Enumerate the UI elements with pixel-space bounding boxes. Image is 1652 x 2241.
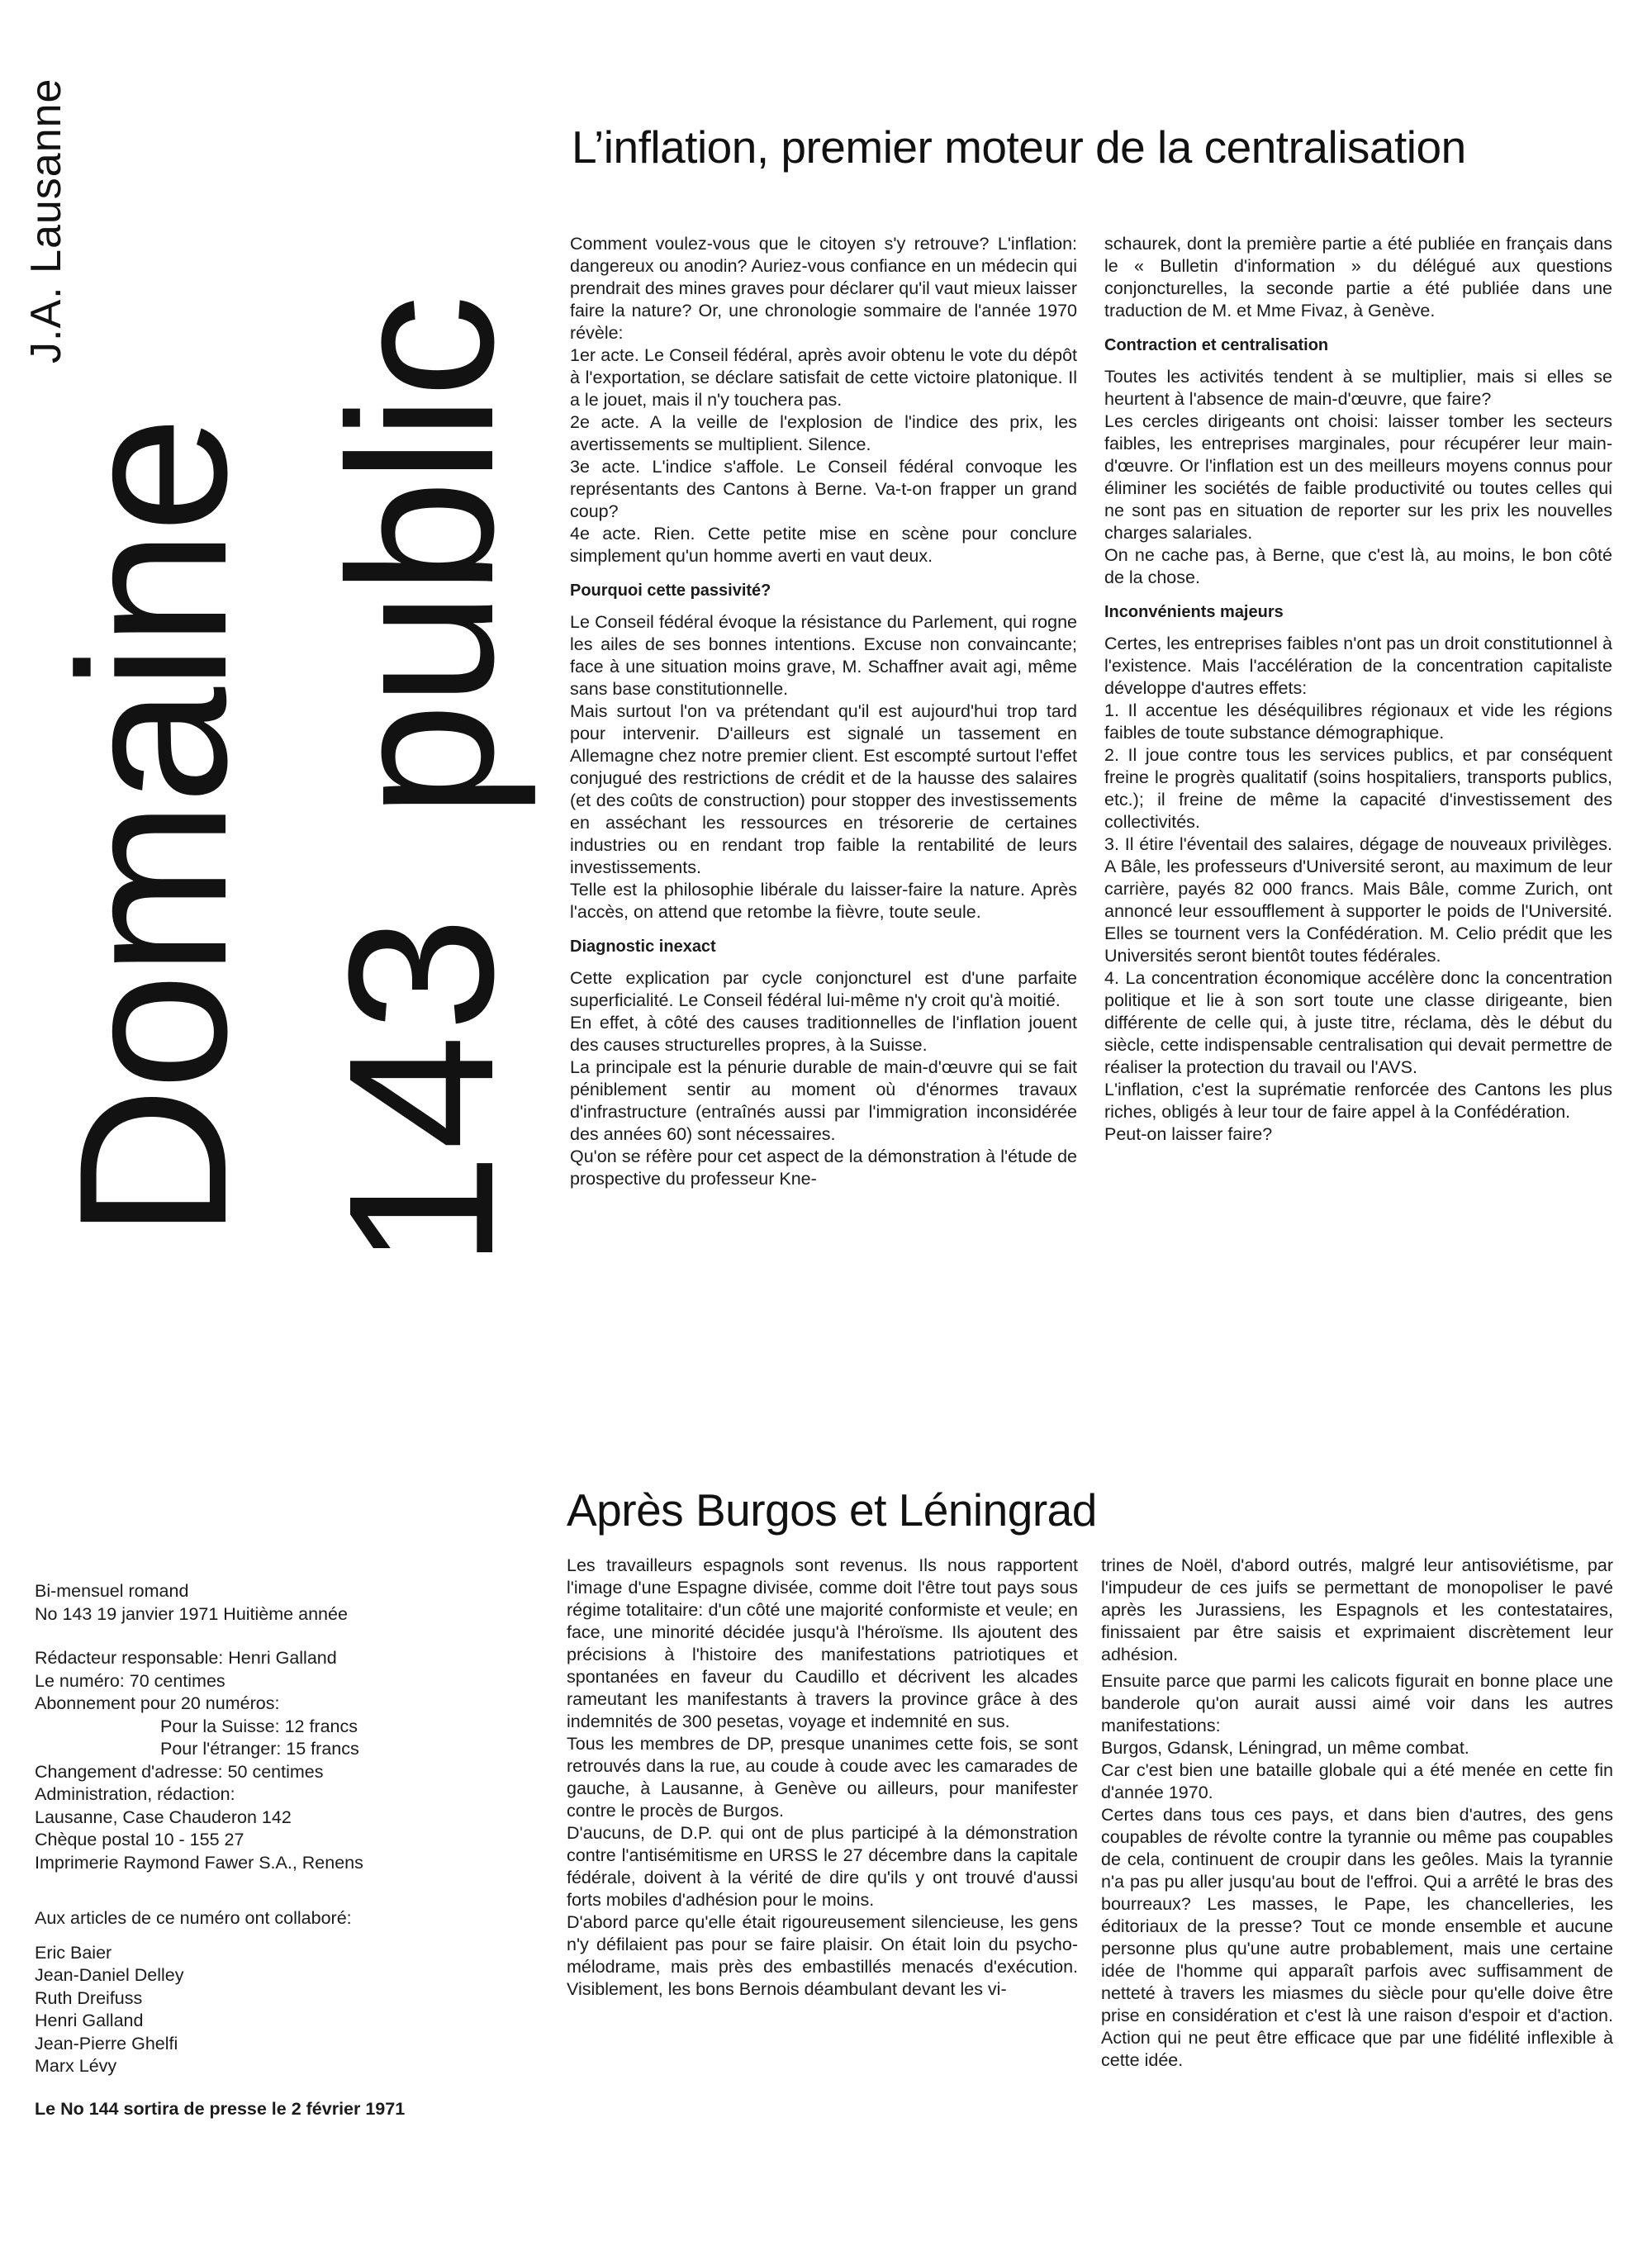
contributor-name: Eric Baier (35, 1942, 112, 1963)
article1-headline: L’inflation, premier moteur de la centralisation (572, 121, 1466, 173)
contributors-list (35, 1942, 497, 2078)
paragraph: Les travailleurs espagnols sont revenus. Ils nous rapportent l'image d'une Espagne divisée, comme doit l'être tout pays sous régime totalitaire: d'un côté une majorité conformiste et veule; en face, une minorité décidée jusqu'à l'héroïsme. Ils ajoutent des précisions à l'histoire des manifestations patriotiques et spontanées en faveur du Caudillo et décrivent les alcades rameutant les manifestants à travers la province grâce à des indemnités de 300 pesetas, voyage et indemnité en sus. (567, 1555, 1078, 1731)
article2-column-right (1101, 1555, 1613, 2072)
paragraph: Peut-on laisser faire? (1104, 1124, 1273, 1144)
colophon-line: Pour l'étranger: 15 francs (160, 1739, 359, 1759)
contributors-heading: Aux articles de ce numéro ont collaboré: (35, 1908, 352, 1928)
colophon-line: Bi-mensuel romand (35, 1581, 189, 1601)
article1-column-right (1104, 233, 1612, 1146)
paragraph: Comment voulez-vous que le citoyen s'y retrouve? L'inflation: dangereux ou anodin? Auriez-vous confiance en un médecin qui prendrait des mines graves pour déclarer qu'il vaut mieux laisser faire la nature? Or, une chronologie sommaire de l'année 1970 révèle: (570, 234, 1077, 343)
colophon-line: Le numéro: 70 centimes (35, 1670, 225, 1691)
masthead-title-public: public (306, 297, 536, 818)
paragraph: L'inflation, c'est la suprématie renforcée des Cantons les plus riches, obligés à leur tour de faire appel à la Confédération. (1104, 1080, 1612, 1122)
paragraph: Mais surtout l'on va prétendant qu'il est aujourd'hui trop tard pour intervenir. D'ailleurs est signalé un tassement en Allemagne chez notre premier client. Est escompté surtout l'effet conjugué des restrictions de crédit et de la hausse des salaires (et des coûts de construction) pour stopper des investissements en asséchant les ressources en trésorerie de certaines industries ou en rendant trop faible la rentabilité de leurs investissements. (570, 701, 1077, 877)
colophon-line: Changement d'adresse: 50 centimes (35, 1761, 324, 1782)
contributor-name: Jean-Daniel Delley (35, 1965, 184, 1985)
paragraph: 2. Il joue contre tous les services publics, et par conséquent freine le progrès qualitatif (soins hospitaliers, transports publics, etc.); il freine de même la capacité d'investissement des collectivités. (1104, 745, 1612, 832)
paragraph: D'aucuns, de D.P. qui ont de plus participé à la démonstration contre l'antisémitisme en URSS le 27 décembre dans la capitale fédérale, doivent à la vérité de dire qu'ils y ont trouvé d'aussi forts mobiles d'adhésion pour le moins. (567, 1823, 1078, 1910)
paragraph: 2e acte. A la veille de l'explosion de l'indice des prix, les avertissements se multiplient. Silence. (570, 412, 1077, 454)
colophon-line: Pour la Suisse: 12 francs (160, 1716, 358, 1736)
paragraph: 3. Il étire l'éventail des salaires, dégage de nouveaux privilèges. A Bâle, les professeurs d'Université seront, au maximum de leur carrière, payés 82 000 francs. Mais Bâle, comme Zurich, ont annoncé leur essoufflement à supporter le poids de l'Université. Elles se tournent vers la Confédération. M. Celio prédit que les Universités seront bientôt toutes fédérales. (1104, 834, 1612, 966)
contributor-name: Marx Lévy (35, 2056, 117, 2076)
paragraph: schaurek, dont la première partie a été publiée en français dans le « Bulletin d'information » du délégué aux questions conjoncturelles, la seconde partie a été publiée dans une traduction de M. et Mme Fivaz, à Genève. (1104, 234, 1612, 320)
paragraph: Les cercles dirigeants ont choisi: laisser tomber les secteurs faibles, les entreprises marginales, pour récupérer leur main-d'œuvre. Or l'inflation est un des meilleurs moyens connus pour éliminer les sociétés de faible productivité ou toutes celles qui ne sont pas en situation de reporter sur les prix les nouvelles charges salariales. (1104, 411, 1612, 543)
paragraph: 4. La concentration économique accélère donc la concentration politique et lie à son sort toute une classe dirigeante, bien différente de celle qui, à juste titre, réclama, dès le début du siècle, cette indispensable centralisation qui devait permettre de réaliser la protection du travail ou l'AVS. (1104, 968, 1612, 1077)
paragraph: 4e acte. Rien. Cette petite mise en scène pour conclure simplement qu'un homme averti en vaut deux. (570, 524, 1077, 566)
paragraph: La principale est la pénurie durable de main-d'œuvre qui se fait péniblement sentir au moment où d'énormes travaux d'infrastructure (entraînés aussi par l'immigration inconsidérée des années 60) sont nécessaires. (570, 1057, 1077, 1144)
subheading: Inconvénients majeurs (1104, 603, 1284, 621)
paragraph: Burgos, Gdansk, Léningrad, un même combat. (1101, 1738, 1469, 1758)
paragraph: En effet, à côté des causes traditionnelles de l'inflation jouent des causes structurelles propres, à la Suisse. (570, 1013, 1077, 1055)
colophon (35, 1580, 497, 2120)
paragraph: Certes, les entreprises faibles n'ont pas un droit constitutionnel à l'existence. Mais l'accélération de la concentration capitaliste développe d'autres effets: (1104, 634, 1612, 698)
colophon-line: Lausanne, Case Chauderon 142 (35, 1807, 292, 1827)
paragraph: Le Conseil fédéral évoque la résistance du Parlement, qui rogne les ailes de ses bonnes intentions. Excuse non convaincante; face à une situation moins grave, M. Schaffner avait agi, même sans base constitutionnelle. (570, 612, 1077, 699)
contributor-name: Ruth Dreifuss (35, 1987, 143, 2008)
colophon-line: Abonnement pour 20 numéros: (35, 1693, 280, 1713)
contributor-name: Jean-Pierre Ghelfi (35, 2033, 178, 2053)
paragraph: 1. Il accentue les déséquilibres régionaux et vide les régions faibles de toute substance démographique. (1104, 700, 1612, 743)
paragraph: Qu'on se réfère pour cet aspect de la démonstration à l'étude de prospective du professeur Kne- (570, 1147, 1077, 1189)
article2-column-left (567, 1555, 1078, 2001)
paragraph: On ne cache pas, à Berne, que c'est là, au moins, le bon côté de la chose. (1104, 545, 1612, 587)
subheading: Contraction et centralisation (1104, 336, 1329, 354)
masthead-title-domaine: Domaine (36, 419, 271, 1239)
article1-column-left (570, 233, 1077, 1190)
paragraph: trines de Noël, d'abord outrés, malgré leur antisoviétisme, par l'impudeur de ces juifs se permettant de monopoliser le pavé après les Jurassiens, les Espagnols et les contestataires, finissaient par être saisis et exprimaient discrètement leur adhésion. (1101, 1555, 1613, 1664)
colophon-line: Rédacteur responsable: Henri Galland (35, 1648, 337, 1668)
paragraph: Ensuite parce que parmi les calicots figurait en bonne place une banderole qu'on aurait aussi aimé voir dans les autres manifestations: (1101, 1671, 1613, 1735)
article2-headline: Après Burgos et Léningrad (567, 1484, 1097, 1536)
paragraph: 1er acte. Le Conseil fédéral, après avoir obtenu le vote du dépôt à l'exportation, se déclare satisfait de cette victoire platonique. Il a le jouet, mais il n'y touchera pas. (570, 345, 1077, 410)
colophon-line: Chèque postal 10 - 155 27 (35, 1830, 244, 1849)
masthead-issue-number: 143 (306, 913, 536, 1268)
subheading: Diagnostic inexact (570, 938, 716, 956)
masthead-place: J.A. Lausanne (22, 78, 70, 363)
colophon-issue-line: No 143 19 janvier 1971 Huitième année (35, 1603, 348, 1624)
paragraph: 3e acte. L'indice s'affole. Le Conseil fédéral convoque les représentants des Cantons à Berne. Va-t-on frapper un grand coup? (570, 457, 1077, 521)
colophon-line: Imprimerie Raymond Fawer S.A., Renens (35, 1852, 363, 1873)
paragraph: Car c'est bien une bataille globale qui a été menée en cette fin d'année 1970. (1101, 1760, 1613, 1802)
paragraph: Certes dans tous ces pays, et dans bien d'autres, des gens coupables de révolte contre la tyrannie ou même pas coupables de cela, continuent de croupir dans les geôles. Mais la tyrannie n'a pas pu aller jusqu'au bout de l'effroi. Qui a arrêté le bras des bourreaux? Les masses, le Pape, les chancelleries, les éditoriaux de la presse? Tout ce monde ensemble et aucune personne plus qu'une autre probablement, mais une certaine idée de l'homme qui apparaît parfois avec suffisamment de netteté à travers les miasmes du siècle pour qu'elle doive être prise en considération et c'est là une raison d'espoir et d'action. Action qui ne peut être efficace que par une fidélité inflexible à cette idée. (1101, 1805, 1613, 2070)
colophon-line: Administration, rédaction: (35, 1784, 235, 1804)
paragraph: Tous les membres de DP, presque unanimes cette fois, se sont retrouvés dans la rue, au coude à coude avec les camarades de gauche, à Lausanne, à Genève ou ailleurs, pour manifester contre le procès de Burgos. (567, 1734, 1078, 1821)
paragraph: Telle est la philosophie libérale du laisser-faire la nature. Après l'accès, on attend que retombe la fièvre, toute seule. (570, 880, 1077, 922)
paragraph: Toutes les activités tendent à se multiplier, mais si elles se heurtent à l'absence de main-d'œuvre, que faire? (1104, 367, 1612, 409)
subheading: Pourquoi cette passivité? (570, 582, 771, 600)
contributor-name: Henri Galland (35, 2011, 144, 2030)
next-issue-notice: Le No 144 sortira de presse le 2 février 1971 (35, 2098, 406, 2119)
paragraph: D'abord parce qu'elle était rigoureusement silencieuse, les gens n'y défilaient pas pour se faire plaisir. On était loin du psycho-mélodrame, mais près des embastillés menacés d'exécution. Visiblement, les bons Bernois déambulant devant les vi- (567, 1912, 1078, 1999)
paragraph: Cette explication par cycle conjoncturel est d'une parfaite superficialité. Le Conseil fédéral lui-même n'y croit qu'à moitié. (570, 968, 1077, 1010)
